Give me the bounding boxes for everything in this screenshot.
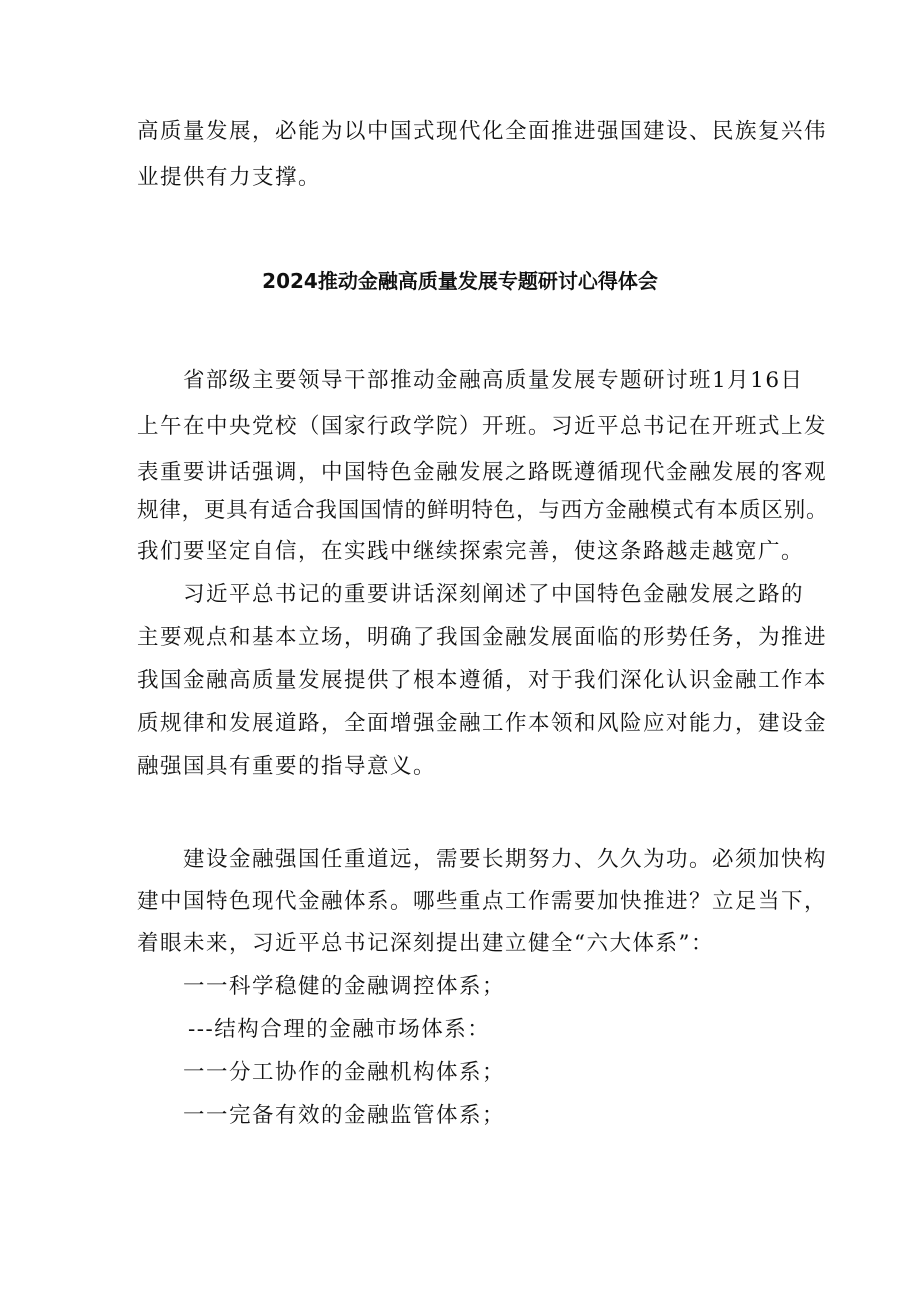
intro-line-2: 业提供有力支撑。 — [137, 165, 322, 190]
system-item: 一一分工协作的金融机构体系； — [183, 1060, 506, 1085]
paragraph2-line-2: 主要观点和基本立场，明确了我国金融发展面临的形势任务，为推进 — [137, 625, 828, 650]
system-item: ---结构合理的金融市场体系： — [188, 1017, 491, 1042]
paragraph3-line-2: 建中国特色现代金融体系。哪些重点工作需要加快推进？立足当下， — [137, 889, 828, 914]
paragraph3-line-3: 着眼未来，习近平总书记深刻提出建立健全“六大体系”： — [137, 931, 714, 956]
paragraph2-line-3: 我国金融高质量发展提供了根本遵循，对于我们深化认识金融工作本 — [137, 668, 828, 693]
paragraph2-line-4: 质规律和发展道路，全面增强金融工作本领和风险应对能力，建设金 — [137, 711, 828, 736]
paragraph1-line-5: 我们要坚定自信，在实践中继续探索完善，使这条路越走越宽广。 — [137, 539, 805, 564]
system-item: 一一科学稳健的金融调控体系； — [183, 974, 506, 999]
intro-line-1: 高质量发展，必能为以中国式现代化全面推进强国建设、民族复兴伟 — [137, 119, 828, 144]
paragraph2-line-1: 习近平总书记的重要讲话深刻阐述了中国特色金融发展之路的 — [183, 582, 805, 607]
system-item: 一一完备有效的金融监管体系； — [183, 1103, 506, 1128]
paragraph1-line-1: 省部级主要领导干部推动金融高质量发展专题研讨班1月16日 — [183, 368, 804, 393]
paragraph1-line-3: 表重要讲话强调，中国特色金融发展之路既遵循现代金融发展的客观 — [137, 460, 828, 485]
paragraph2-line-5: 融强国具有重要的指导意义。 — [137, 754, 437, 779]
document-title: 2024推动金融高质量发展专题研讨心得体会 — [262, 269, 658, 293]
paragraph1-line-2: 上午在中央党校（国家行政学院）开班。习近平总书记在开班式上发 — [137, 414, 828, 439]
paragraph1-line-4: 规律，更具有适合我国国情的鲜明特色，与西方金融模式有本质区别。 — [137, 498, 829, 523]
paragraph3-line-1: 建设金融强国任重道远，需要长期努力、久久为功。必须加快构 — [183, 847, 828, 872]
